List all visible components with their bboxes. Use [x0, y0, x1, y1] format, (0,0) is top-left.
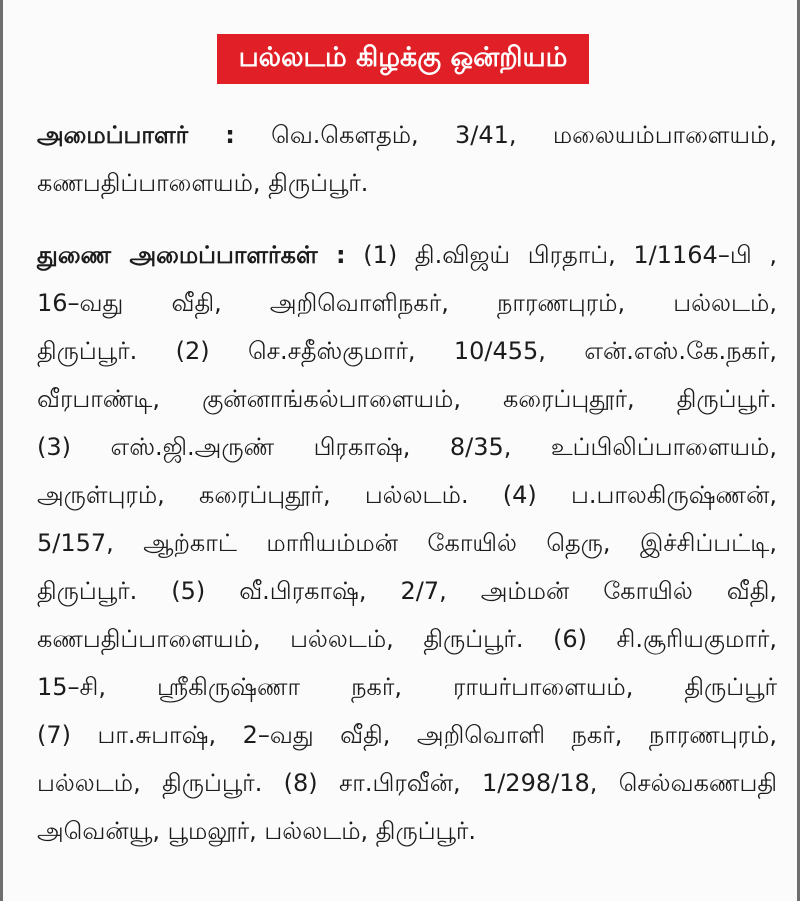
title-banner	[3, 34, 800, 84]
deputies-line: 15–சி, ஸ்ரீகிருஷ்ணா நகர், ராயர்பாளையம், திருப்பூர்	[37, 673, 777, 701]
deputies-line: கணபதிப்பாளையம், பல்லடம், திருப்பூர். (6) சி.சூரியகுமார்,	[37, 625, 777, 653]
deputies-line: 16–வது வீதி, அறிவொளிநகர், நாரணபுரம், பல்லடம்,	[37, 289, 777, 317]
organizer-line: கணபதிப்பாளையம், திருப்பூர்.	[37, 169, 369, 197]
section-title: பல்லடம் கிழக்கு ஒன்றியம்	[217, 34, 590, 84]
organizer-paragraph	[37, 111, 777, 207]
deputies-line: பல்லடம், திருப்பூர். (8) சா.பிரவீன், 1/298/18, செல்வகணபதி	[37, 769, 777, 797]
deputies-line: அருள்புரம், கரைப்புதூர், பல்லடம். (4) ப.பாலகிருஷ்ணன்,	[37, 481, 777, 509]
deputies-label: துணை அமைப்பாளர்கள் :	[37, 241, 346, 269]
deputies-line: (1) தி.விஜய் பிரதாப், 1/1164–பி ,	[363, 241, 777, 269]
organizer-line: வெ.கௌதம், 3/41, மலையம்பாளையம்,	[271, 121, 777, 149]
deputies-line: (3) எஸ்.ஜி.அருண் பிரகாஷ், 8/35, உப்பிலிப்பாளையம்,	[37, 433, 777, 461]
deputies-line: அவென்யூ, பூமலூர், பல்லடம், திருப்பூர்.	[37, 817, 477, 845]
organizer-label: அமைப்பாளர் :	[37, 121, 235, 149]
deputies-paragraph	[37, 231, 777, 855]
deputies-line: திருப்பூர். (5) வீ.பிரகாஷ், 2/7, அம்மன் கோயில் வீதி,	[37, 577, 777, 605]
deputies-line: 5/157, ஆற்காட் மாரியம்மன் கோயில் தெரு, இச்சிப்பட்டி,	[37, 529, 777, 557]
deputies-line: (7) பா.சுபாஷ், 2–வது வீதி, அறிவொளி நகர், நாரணபுரம்,	[37, 721, 777, 749]
deputies-line: திருப்பூர். (2) செ.சதீஸ்குமார், 10/455, என்.எஸ்.கே.நகர்,	[37, 337, 777, 365]
deputies-line: வீரபாண்டி, குன்னாங்கல்பாளையம், கரைப்புதூர், திருப்பூர்.	[37, 385, 777, 413]
